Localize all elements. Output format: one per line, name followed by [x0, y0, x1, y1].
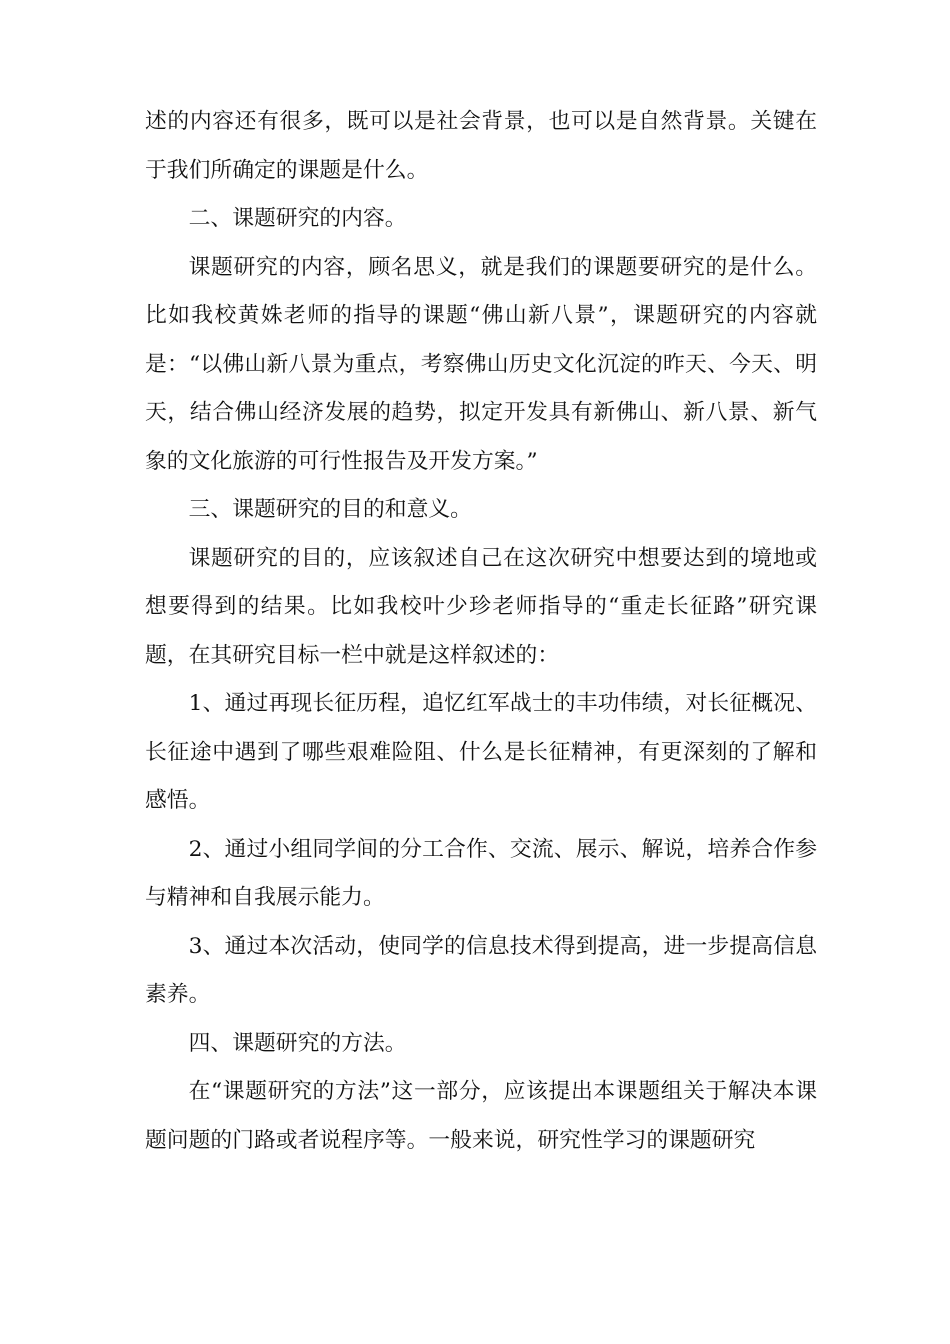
list-item-goal-1: 1、通过再现长征历程，追忆红军战士的丰功伟绩，对长征概况、长征途中遇到了哪些艰难险阻、什么是长征精神，有更深刻的了解和感悟。 [145, 691, 817, 813]
section-heading-research-method: 四、课题研究的方法。 [188, 1030, 407, 1056]
paragraph-research-method: 在“课题研究的方法”这一部分，应该提出本课题组关于解决本课题问题的门路或者说程序等。一般来说，研究性学习的课题研究 [145, 1079, 817, 1153]
document-body [145, 98, 817, 1165]
paragraph-continuation: 述的内容还有很多，既可以是社会背景，也可以是自然背景。关键在于我们所确定的课题是什么。 [145, 109, 817, 183]
list-item-goal-3: 3、通过本次活动，使同学的信息技术得到提高，进一步提高信息素养。 [145, 933, 817, 1007]
section-heading-research-content: 二、课题研究的内容。 [188, 206, 407, 231]
section-heading-research-purpose: 三、课题研究的目的和意义。 [188, 497, 472, 522]
list-item-goal-2: 2、通过小组同学间的分工合作、交流、展示、解说，培养合作参与精神和自我展示能力。 [145, 836, 817, 910]
paragraph-research-purpose: 课题研究的目的，应该叙述自己在这次研究中想要达到的境地或想要得到的结果。比如我校叶少珍老师指导的“重走长征路”研究课题，在其研究目标一栏中就是这样叙述的： [145, 545, 817, 668]
paragraph-research-content: 课题研究的内容，顾名思义，就是我们的课题要研究的是什么。比如我校黄姝老师的指导的课题“佛山新八景”，课题研究的内容就是：“以佛山新八景为重点，考察佛山历史文化沉淀的昨天、今天、明天，结合佛山经济发展的趋势，拟定开发具有新佛山、新八景、新气象的文化旅游的可行性报告及开发方案。” [145, 254, 817, 474]
